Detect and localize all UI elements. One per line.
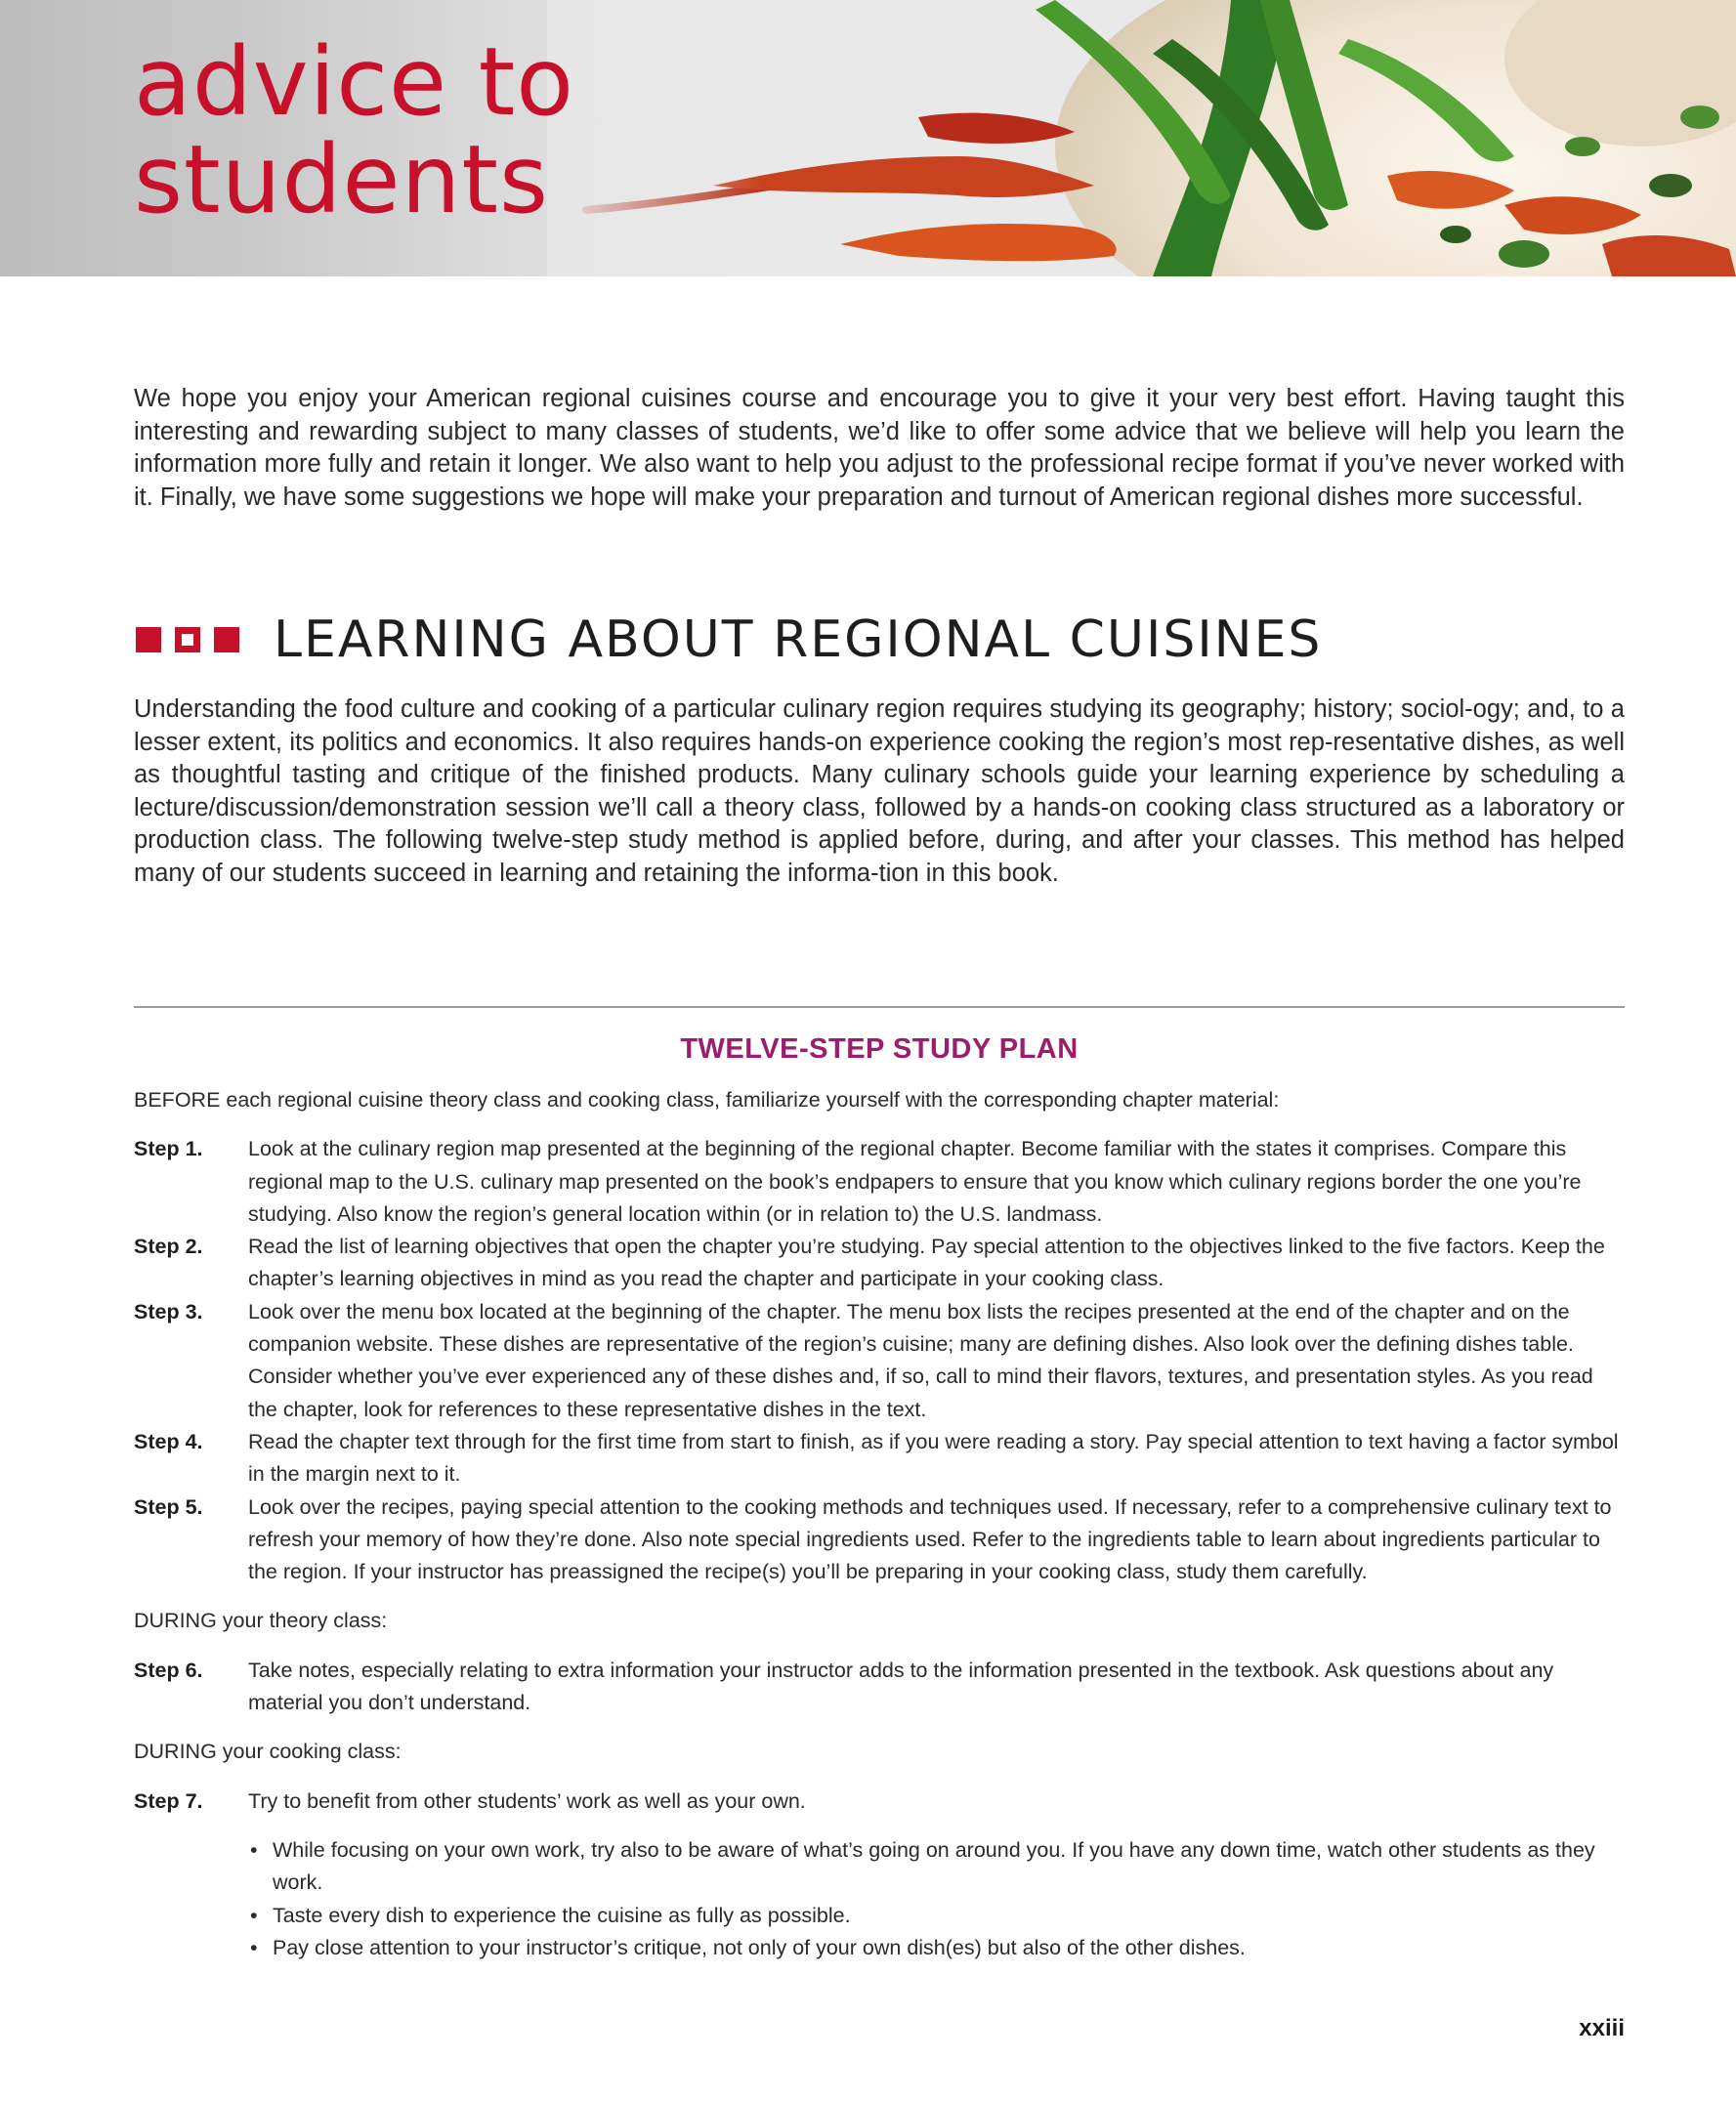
spacer	[134, 1818, 1625, 1834]
before-intro: BEFORE each regional cuisine theory class and cooking class, familiarize yourself with the corresponding chapter material:	[134, 1088, 1280, 1112]
filled-square-icon	[214, 627, 239, 652]
step-text: Look at the culinary region map presented at the beginning of the regional chapter. Become familiar with the states it comprises. Compare this regional map to the U.S. culinary map presented on the book’s endpapers to ensure that you know which culinary regions border the one you’re studying. Also know the region’s general location within (or in relation to) the U.S. landmass.	[248, 1137, 1582, 1226]
list-item: • While focusing on your own work, try also to be aware of what’s going on around you. If you have any down time, watch other students as they work.	[248, 1834, 1625, 1900]
step-text: Look over the recipes, paying special attention to the cooking methods and techniques used. If necessary, refer to a comprehensive culinary text to refresh your memory of how they’re done. Also note special ingredients used. Refer to the ingredients table to learn about ingredients particular to the region. If your instructor has preassigned the recipe(s) you’ll be preparing in your cooking class, study them carefully.	[248, 1494, 1612, 1584]
page-title	[134, 27, 574, 234]
step-text: Look over the menu box located at the beginning of the chapter. The menu box lists the recipes presented at the end of the chapter and on the companion website. These dishes are representative of the region’s cuisine; many are defining dishes. Also look over the defining dishes table. Consider whether you’ve ever experienced any of these dishes and, if so, call to mind their flavors, textures, and presentation styles. As you read the chapter, look for references to these representative dishes in the text.	[248, 1299, 1593, 1421]
step-7	[134, 1786, 1625, 1818]
section-heading	[134, 608, 1625, 672]
step-2	[134, 1231, 1625, 1296]
step-label: Step 2.	[134, 1235, 203, 1259]
step-6	[134, 1655, 1625, 1720]
step-label: Step 7.	[134, 1788, 203, 1813]
step-1	[134, 1133, 1625, 1231]
section-title: LEARNING ABOUT REGIONAL CUISINES	[274, 610, 1323, 669]
step-5	[134, 1492, 1625, 1589]
spacer	[134, 1719, 1625, 1736]
step-text: Read the chapter text through for the first time from start to finish, as if you were reading a story. Pay special attention to text having a factor symbol in the margin next to it.	[248, 1429, 1619, 1487]
step-label: Step 3.	[134, 1299, 203, 1324]
step-7-bullet-list	[134, 1834, 1625, 1964]
study-plan	[134, 1084, 1625, 1964]
step-text: Read the list of learning objectives that open the chapter you’re studying. Pay special attention to the objectives linked to the five factors. Keep the chapter’s learning objectives in mind as you read the chapter and participate in your cooking class.	[248, 1235, 1605, 1291]
step-text: Take notes, especially relating to extra information your instructor adds to the information presented in the textbook. Ask questions about any material you don’t understand.	[248, 1658, 1554, 1715]
section-body: Understanding the food culture and cooking of a particular culinary region requires studying its geography; history; sociol-ogy; and, to a lesser extent, its politics and economics. It also requires hands-on experience cooking the region’s most rep-resentative dishes, as well as thoughtful tasting and critique of the finished products. Many culinary schools guide your learning experience by scheduling a lecture/discussion/demonstration session we’ll call a theory class, followed by a hands-on cooking class structured as a laboratory or production class. The following twelve-step study method is applied before, during, and after your classes. This method has helped many of our students succeed in learning and retaining the informa-tion in this book.	[134, 695, 1625, 887]
step-label: Step 6.	[134, 1658, 203, 1682]
outlined-square-icon	[175, 627, 200, 652]
list-item: • Taste every dish to experience the cuisine as fully as possible.	[248, 1900, 1625, 1932]
title-line-2: students	[134, 125, 549, 234]
step-label: Step 5.	[134, 1494, 203, 1519]
page-number: xxiii	[1579, 2015, 1625, 2041]
title-line-1: advice to	[134, 27, 574, 137]
divider	[134, 1006, 1625, 1008]
filled-square-icon	[136, 627, 161, 652]
food-photo-illustration	[547, 0, 1736, 276]
header-banner	[0, 0, 1736, 276]
spacer	[134, 1588, 1625, 1605]
during-cooking-intro: DURING your cooking class:	[134, 1740, 402, 1764]
step-text: Try to benefit from other students’ work as well as your own.	[248, 1788, 806, 1813]
step-label: Step 1.	[134, 1137, 203, 1161]
step-4	[134, 1426, 1625, 1492]
step-label: Step 4.	[134, 1429, 203, 1453]
intro-paragraph: We hope you enjoy your American regional cuisines course and encourage you to give it your very best effort. Having taught this interesting and rewarding subject to many classes of students, we’d like to offer some advice that we believe will help you learn the information more fully and retain it longer. We also want to help you adjust to the professional recipe format if you’ve never worked with it. Finally, we have some suggestions we hope will make your preparation and turnout of American regional dishes more successful.	[134, 385, 1625, 511]
list-item: • Pay close attention to your instructor’s critique, not only of your own dish(es) but also of the other dishes.	[248, 1932, 1625, 1964]
step-3	[134, 1296, 1625, 1426]
study-plan-title: TWELVE-STEP STUDY PLAN	[680, 1033, 1079, 1065]
during-theory-intro: DURING your theory class:	[134, 1609, 388, 1633]
